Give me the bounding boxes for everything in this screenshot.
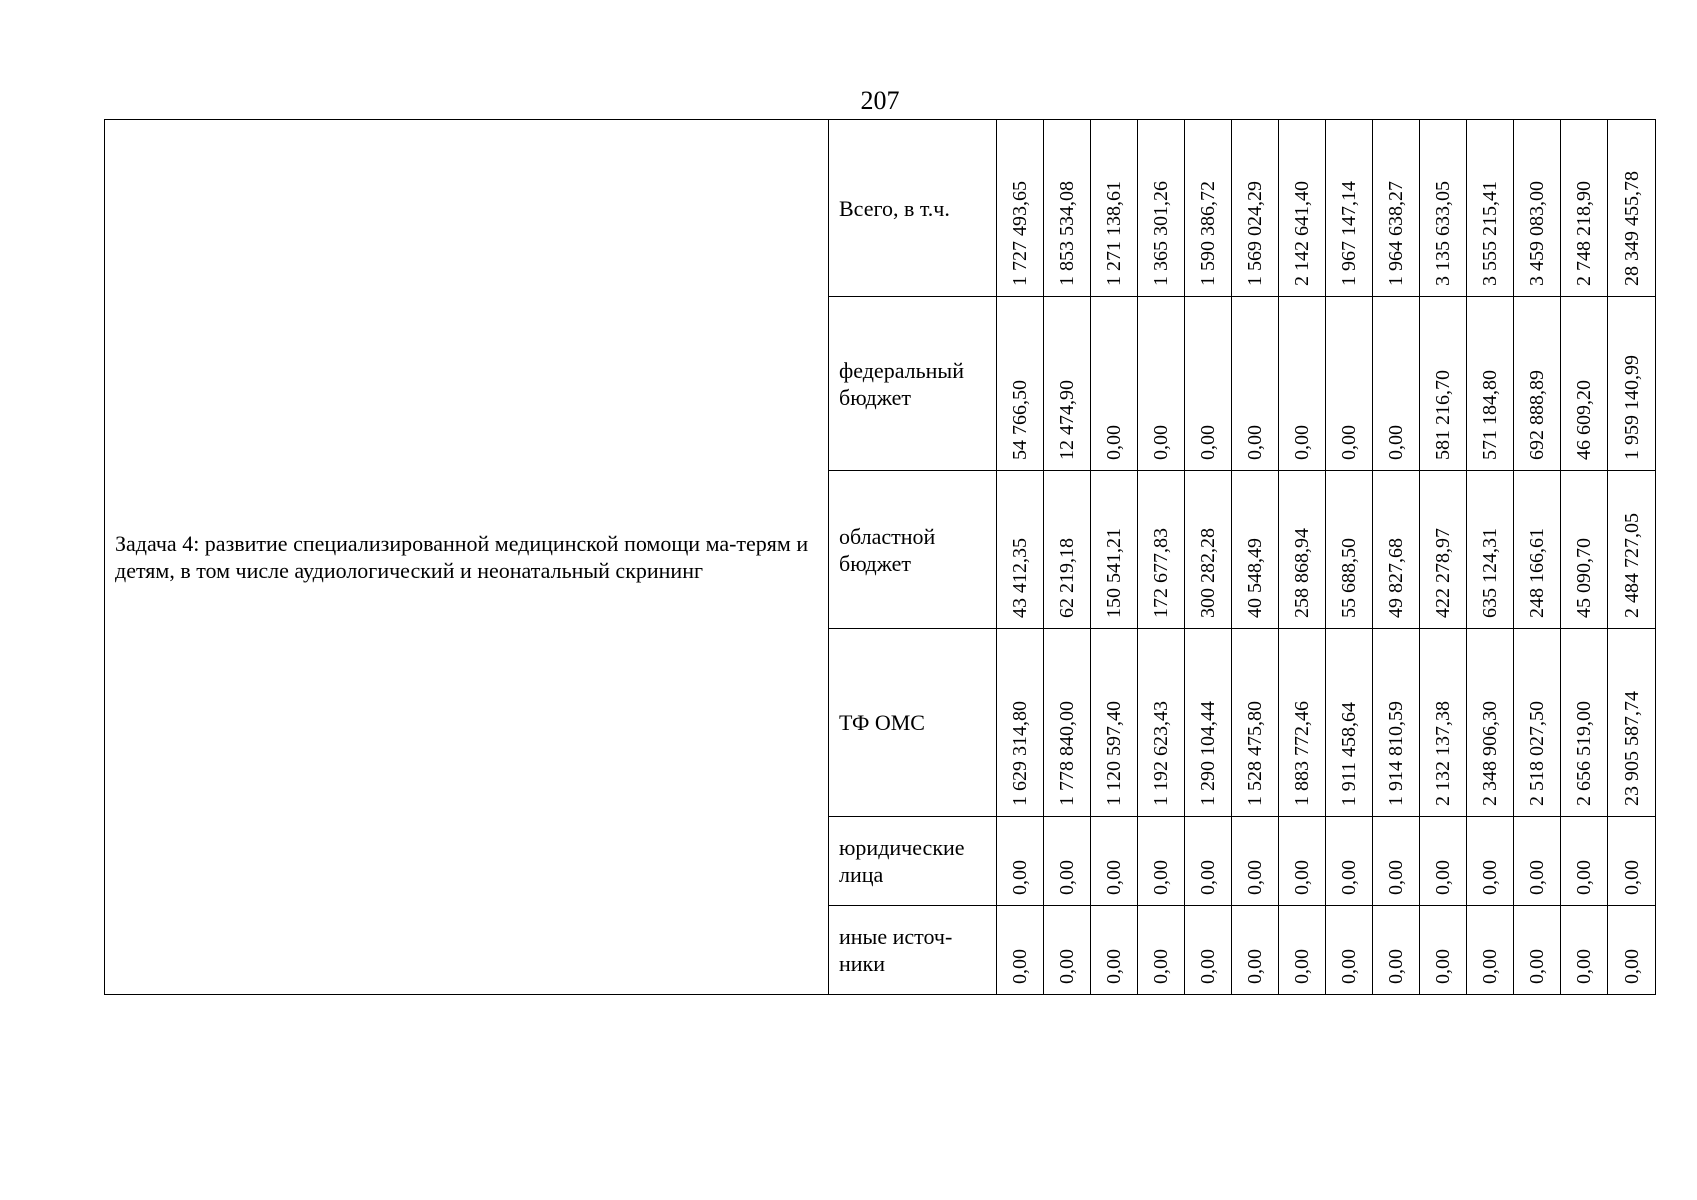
value-text: 1 120 597,40	[1103, 701, 1125, 806]
value-cell	[1514, 120, 1561, 297]
funding-source-label: федеральный бюджет	[829, 297, 997, 471]
value-text: 422 278,97	[1432, 528, 1454, 618]
value-text: 28 349 455,78	[1620, 171, 1643, 286]
value-cell	[1420, 471, 1467, 629]
funding-source-label: областной бюджет	[829, 471, 997, 629]
value-cell	[1326, 629, 1373, 817]
value-cell	[1467, 906, 1514, 995]
value-cell	[1467, 817, 1514, 906]
value-cell	[1279, 120, 1326, 297]
value-cell	[997, 120, 1044, 297]
value-cell	[1608, 120, 1656, 297]
value-cell	[1279, 471, 1326, 629]
value-text: 3 459 083,00	[1526, 181, 1548, 286]
value-cell	[1326, 471, 1373, 629]
value-cell	[1608, 297, 1656, 471]
value-cell	[1232, 120, 1279, 297]
value-text: 0,00	[1526, 949, 1548, 984]
value-cell	[1467, 297, 1514, 471]
value-text: 0,00	[1150, 860, 1172, 895]
value-text: 1 629 314,80	[1009, 701, 1031, 806]
value-text: 1 528 475,80	[1244, 701, 1266, 806]
value-cell	[1138, 471, 1185, 629]
value-text: 1 883 772,46	[1291, 701, 1313, 806]
value-text: 0,00	[1573, 860, 1595, 895]
value-text: 46 609,20	[1573, 380, 1595, 460]
value-text: 1 967 147,14	[1338, 181, 1360, 286]
value-cell	[1514, 817, 1561, 906]
value-text: 1 778 840,00	[1056, 701, 1078, 806]
value-text: 0,00	[1526, 860, 1548, 895]
value-text: 0,00	[1432, 860, 1454, 895]
value-text: 0,00	[1197, 860, 1219, 895]
value-text: 258 868,94	[1291, 528, 1313, 618]
value-cell	[1232, 817, 1279, 906]
value-text: 1 727 493,65	[1009, 181, 1031, 286]
value-text: 0,00	[1056, 949, 1078, 984]
value-text: 23 905 587,74	[1620, 691, 1643, 806]
value-cell	[997, 297, 1044, 471]
value-text: 1 964 638,27	[1385, 181, 1407, 286]
value-text: 0,00	[1479, 860, 1501, 895]
value-text: 0,00	[1338, 425, 1360, 460]
value-cell	[1232, 297, 1279, 471]
value-cell	[1326, 120, 1373, 297]
value-cell	[1185, 906, 1232, 995]
value-cell	[1608, 629, 1656, 817]
value-cell	[1373, 817, 1420, 906]
value-text: 1 290 104,44	[1197, 701, 1219, 806]
value-text: 45 090,70	[1573, 538, 1595, 618]
value-cell	[1138, 906, 1185, 995]
value-text: 0,00	[1103, 425, 1125, 460]
value-text: 0,00	[1291, 425, 1313, 460]
value-cell	[1561, 906, 1608, 995]
value-text: 635 124,31	[1479, 528, 1501, 618]
value-cell	[1232, 471, 1279, 629]
value-cell	[1232, 906, 1279, 995]
value-text: 248 166,61	[1526, 528, 1548, 618]
value-text: 0,00	[1432, 949, 1454, 984]
value-text: 43 412,35	[1009, 538, 1031, 618]
value-cell	[1279, 906, 1326, 995]
value-cell	[1044, 471, 1091, 629]
value-text: 0,00	[1291, 860, 1313, 895]
value-text: 0,00	[1620, 860, 1643, 895]
value-cell	[997, 471, 1044, 629]
value-cell	[1326, 906, 1373, 995]
value-cell	[1326, 297, 1373, 471]
value-text: 3 135 633,05	[1432, 181, 1454, 286]
value-text: 0,00	[1009, 860, 1031, 895]
value-cell	[1091, 629, 1138, 817]
value-text: 0,00	[1385, 860, 1407, 895]
value-cell	[1608, 906, 1656, 995]
value-text: 2 656 519,00	[1573, 701, 1595, 806]
value-cell	[1185, 297, 1232, 471]
value-text: 55 688,50	[1338, 538, 1360, 618]
value-cell	[1561, 120, 1608, 297]
value-cell	[1420, 297, 1467, 471]
value-text: 0,00	[1338, 949, 1360, 984]
value-text: 3 555 215,41	[1479, 181, 1501, 286]
value-cell	[997, 629, 1044, 817]
value-cell	[1138, 817, 1185, 906]
value-cell	[1279, 297, 1326, 471]
value-text: 1 911 458,64	[1338, 701, 1360, 806]
value-text: 1 853 534,08	[1056, 181, 1078, 286]
value-cell	[1138, 120, 1185, 297]
funding-source-label: юридические лица	[829, 817, 997, 906]
value-text: 0,00	[1197, 425, 1219, 460]
value-cell	[1138, 297, 1185, 471]
value-text: 0,00	[1573, 949, 1595, 984]
value-text: 1 590 386,72	[1197, 181, 1219, 286]
table-row	[105, 120, 1656, 297]
value-text: 150 541,21	[1103, 528, 1125, 618]
page-number: 207	[860, 86, 900, 115]
value-text: 2 748 218,90	[1573, 181, 1595, 286]
value-cell	[1420, 906, 1467, 995]
task-description: Задача 4: развитие специализированной медицинской помощи ма-терям и детям, в том числе аудиологический и неонатальный скрининг	[105, 120, 829, 995]
value-text: 62 219,18	[1056, 538, 1078, 618]
value-text: 54 766,50	[1009, 380, 1031, 460]
value-text: 0,00	[1150, 425, 1172, 460]
value-text: 0,00	[1197, 949, 1219, 984]
value-cell	[1514, 471, 1561, 629]
value-text: 1 365 301,26	[1150, 181, 1172, 286]
value-text: 581 216,70	[1432, 370, 1454, 460]
value-cell	[1373, 471, 1420, 629]
funding-table	[104, 119, 1656, 995]
value-cell	[1373, 906, 1420, 995]
value-cell	[1608, 817, 1656, 906]
value-text: 40 548,49	[1244, 538, 1266, 618]
value-text: 0,00	[1103, 949, 1125, 984]
value-cell	[1467, 629, 1514, 817]
value-cell	[1091, 297, 1138, 471]
value-text: 0,00	[1244, 949, 1266, 984]
value-cell	[1185, 629, 1232, 817]
funding-source-label: иные источ-ники	[829, 906, 997, 995]
value-cell	[1561, 471, 1608, 629]
value-text: 571 184,80	[1479, 370, 1501, 460]
value-text: 0,00	[1385, 949, 1407, 984]
value-text: 0,00	[1479, 949, 1501, 984]
value-cell	[1279, 629, 1326, 817]
value-cell	[1185, 817, 1232, 906]
value-text: 0,00	[1103, 860, 1125, 895]
value-text: 0,00	[1009, 949, 1031, 984]
value-text: 0,00	[1244, 425, 1266, 460]
value-text: 2 142 641,40	[1291, 181, 1313, 286]
value-text: 1 569 024,29	[1244, 181, 1266, 286]
value-cell	[1608, 471, 1656, 629]
value-cell	[1514, 906, 1561, 995]
value-text: 0,00	[1385, 425, 1407, 460]
value-cell	[1091, 906, 1138, 995]
value-cell	[1420, 817, 1467, 906]
value-text: 0,00	[1620, 949, 1643, 984]
value-cell	[1467, 120, 1514, 297]
value-text: 692 888,89	[1526, 370, 1548, 460]
value-cell	[1514, 297, 1561, 471]
value-text: 1 192 623,43	[1150, 701, 1172, 806]
value-text: 0,00	[1338, 860, 1360, 895]
value-cell	[1373, 629, 1420, 817]
value-text: 172 677,83	[1150, 528, 1172, 618]
value-cell	[1279, 817, 1326, 906]
value-cell	[1420, 120, 1467, 297]
value-cell	[1044, 297, 1091, 471]
value-text: 0,00	[1150, 949, 1172, 984]
value-text: 2 132 137,38	[1432, 701, 1454, 806]
value-cell	[1091, 471, 1138, 629]
value-text: 12 474,90	[1056, 380, 1078, 460]
value-cell	[1044, 629, 1091, 817]
value-text: 0,00	[1291, 949, 1313, 984]
value-cell	[1091, 817, 1138, 906]
value-text: 1 914 810,59	[1385, 701, 1407, 806]
value-cell	[997, 906, 1044, 995]
value-cell	[1185, 120, 1232, 297]
value-text: 2 518 027,50	[1526, 701, 1548, 806]
value-cell	[1561, 629, 1608, 817]
value-cell	[1044, 817, 1091, 906]
value-cell	[1561, 817, 1608, 906]
value-cell	[1232, 629, 1279, 817]
value-cell	[1138, 629, 1185, 817]
funding-source-label: Всего, в т.ч.	[829, 120, 997, 297]
value-text: 0,00	[1056, 860, 1078, 895]
value-text: 0,00	[1244, 860, 1266, 895]
value-cell	[1044, 906, 1091, 995]
value-cell	[997, 817, 1044, 906]
value-cell	[1467, 471, 1514, 629]
value-text: 2 348 906,30	[1479, 701, 1501, 806]
value-cell	[1514, 629, 1561, 817]
value-text: 2 484 727,05	[1620, 513, 1643, 618]
value-cell	[1044, 120, 1091, 297]
value-text: 1 959 140,99	[1620, 355, 1643, 460]
value-cell	[1561, 297, 1608, 471]
value-cell	[1373, 120, 1420, 297]
value-cell	[1091, 120, 1138, 297]
value-cell	[1373, 297, 1420, 471]
value-text: 1 271 138,61	[1103, 181, 1125, 286]
value-cell	[1326, 817, 1373, 906]
funding-source-label: ТФ ОМС	[829, 629, 997, 817]
value-cell	[1420, 629, 1467, 817]
value-text: 300 282,28	[1197, 528, 1219, 618]
value-text: 49 827,68	[1385, 538, 1407, 618]
value-cell	[1185, 471, 1232, 629]
